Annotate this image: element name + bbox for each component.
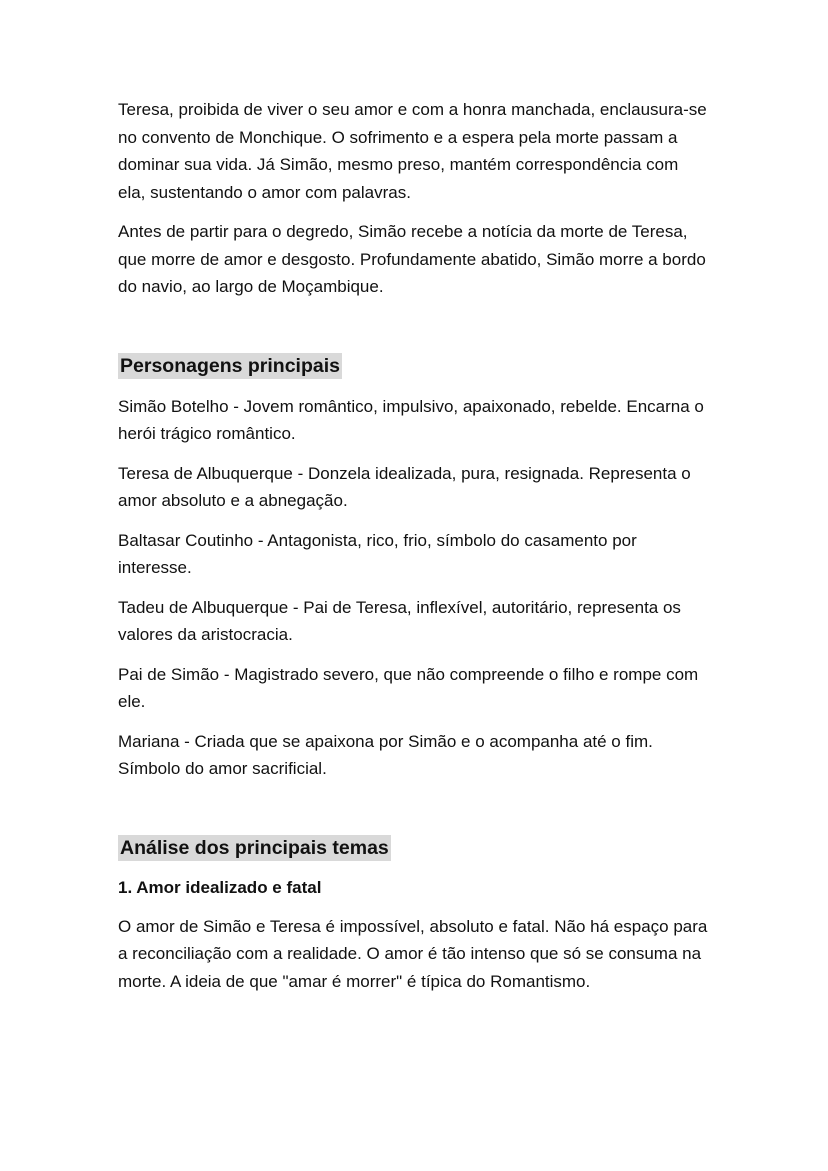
character-tadeu: Tadeu de Albuquerque - Pai de Teresa, inflexível, autoritário, representa os valores da aristocracia. xyxy=(118,597,681,644)
themes-heading: Análise dos principais temas xyxy=(120,836,389,859)
section-spacer xyxy=(118,795,710,835)
intro-paragraph-2: Antes de partir para o degredo, Simão recebe a notícia da morte de Teresa, que morre de amor e desgosto. Profundamente abatido, Simão morre a bordo do navio, ao largo de Moçambique. xyxy=(118,222,706,296)
themes-section xyxy=(118,835,710,996)
theme-subheading: 1. Amor idealizado e fatal xyxy=(118,877,322,897)
theme-paragraph: O amor de Simão e Teresa é impossível, absoluto e fatal. Não há espaço para a reconciliação com a realidade. O amor é tão intenso que só se consuma na morte. A ideia de que "amar é morrer" é típica do Romantismo. xyxy=(118,916,708,991)
characters-heading: Personagens principais xyxy=(120,354,340,377)
characters-section xyxy=(118,353,710,783)
character-teresa: Teresa de Albuquerque - Donzela idealizada, pura, resignada. Representa o amor absoluto e a abnegação. xyxy=(118,463,691,510)
character-mariana: Mariana - Criada que se apaixona por Simão e o acompanha até o fim. Símbolo do amor sacrificial. xyxy=(118,731,653,778)
character-pai-simao: Pai de Simão - Magistrado severo, que não compreende o filho e rompe com ele. xyxy=(118,664,699,711)
character-simao: Simão Botelho - Jovem romântico, impulsivo, apaixonado, rebelde. Encarna o herói trágico romântico. xyxy=(118,396,704,443)
intro-paragraph-1: Teresa, proibida de viver o seu amor e com a honra manchada, enclausura-se no convento de Monchique. O sofrimento e a espera pela morte passam a dominar sua vida. Já Simão, mesmo preso, mantém correspondência com ela, sustentando o amor com palavras. xyxy=(118,100,707,202)
character-baltasar: Baltasar Coutinho - Antagonista, rico, frio, símbolo do casamento por interesse. xyxy=(118,530,637,577)
document-page xyxy=(118,96,710,1007)
section-spacer xyxy=(118,313,710,353)
